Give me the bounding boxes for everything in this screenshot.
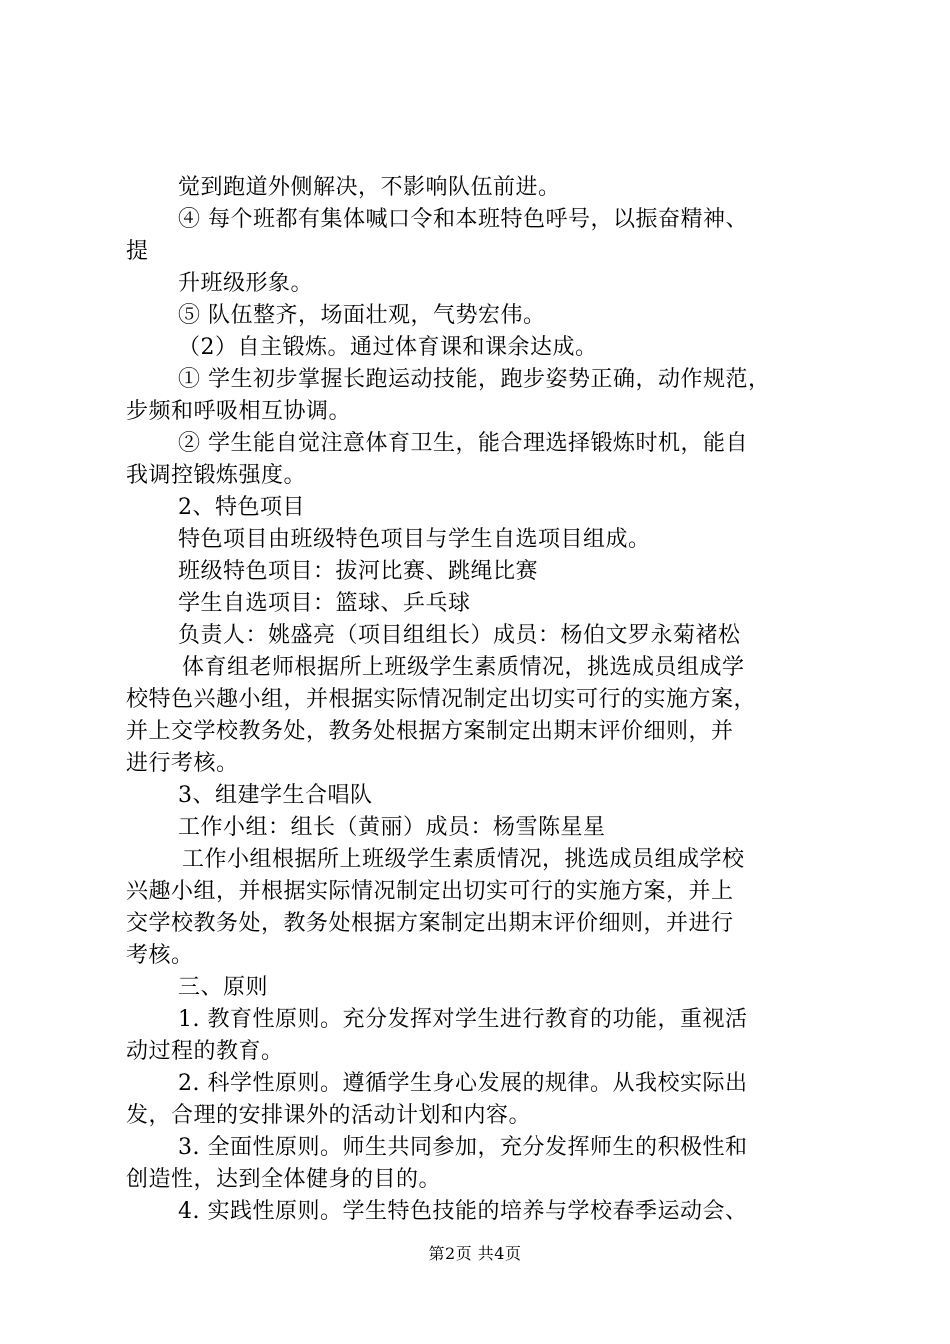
text-line: 觉到跑道外侧解决，不影响队伍前进。: [178, 175, 561, 200]
text-line: 考核。: [126, 943, 194, 968]
text-line: 负责人：姚盛亮（项目组组长）成员：杨伯文罗永菊褚松: [178, 623, 741, 648]
text-line: 我调控锻炼强度。: [126, 463, 307, 488]
text-line: 体育组老师根据所上班级学生素质情况，挑选成员组成学: [182, 655, 745, 680]
text-line: ⑤ 队伍整齐，场面壮观，气势宏伟。: [178, 303, 546, 328]
text-line: 兴趣小组，并根据实际情况制定出切实可行的实施方案，并上: [126, 879, 734, 904]
text-line: 发，合理的安排课外的活动计划和内容。: [126, 1103, 532, 1128]
text-line: 校特色兴趣小组，并根据实际情况制定出切实可行的实施方案，: [126, 687, 757, 712]
text-line: 1. 教育性原则。充分发挥对学生进行教育的功能，重视活: [178, 1007, 748, 1032]
text-line: 升班级形象。: [178, 271, 314, 296]
text-line: 特色项目由班级特色项目与学生自选项目组成。: [178, 527, 651, 552]
text-line: 交学校教务处，教务处根据方案制定出期末评价细则，并进行: [126, 911, 734, 936]
text-line: 提: [126, 239, 149, 264]
text-line: ④ 每个班都有集体喊口令和本班特色呼号，以振奋精神、: [178, 207, 748, 232]
text-line: ① 学生初步掌握长跑运动技能，跑步姿势正确，动作规范，: [178, 367, 771, 392]
text-line: ② 学生能自觉注意体育卫生，能合理选择锻炼时机，能自: [178, 431, 748, 456]
text-line: 学生自选项目：篮球、乒乓球: [178, 591, 471, 616]
text-line: 工作小组：组长（黄丽）成员：杨雪陈星星: [178, 815, 606, 840]
text-line: 4. 实践性原则。学生特色技能的培养与学校春季运动会、: [178, 1199, 748, 1224]
text-line: 步频和呼吸相互协调。: [126, 399, 352, 424]
page-footer: 第2页 共4页: [428, 1244, 522, 1263]
text-line: 进行考核。: [126, 751, 239, 776]
text-line: 3、组建学生合唱队: [178, 783, 373, 808]
text-line: 3. 全面性原则。师生共同参加，充分发挥师生的积极性和: [178, 1135, 748, 1160]
text-line: 三、原则: [178, 975, 269, 1000]
text-line: 创造性，达到全体健身的目的。: [126, 1167, 442, 1192]
text-line: 2. 科学性原则。遵循学生身心发展的规律。从我校实际出: [178, 1071, 748, 1096]
text-line: 班级特色项目：拔河比赛、跳绳比赛: [178, 559, 539, 584]
text-line: （2）自主锻炼。通过体育课和课余达成。: [178, 335, 598, 360]
document-body: [126, 172, 830, 1228]
text-line: 工作小组根据所上班级学生素质情况，挑选成员组成学校: [182, 847, 745, 872]
text-line: 并上交学校教务处，教务处根据方案制定出期末评价细则，并: [126, 719, 734, 744]
text-line: 动过程的教育。: [126, 1039, 284, 1064]
text-line: 2、特色项目: [178, 495, 305, 520]
